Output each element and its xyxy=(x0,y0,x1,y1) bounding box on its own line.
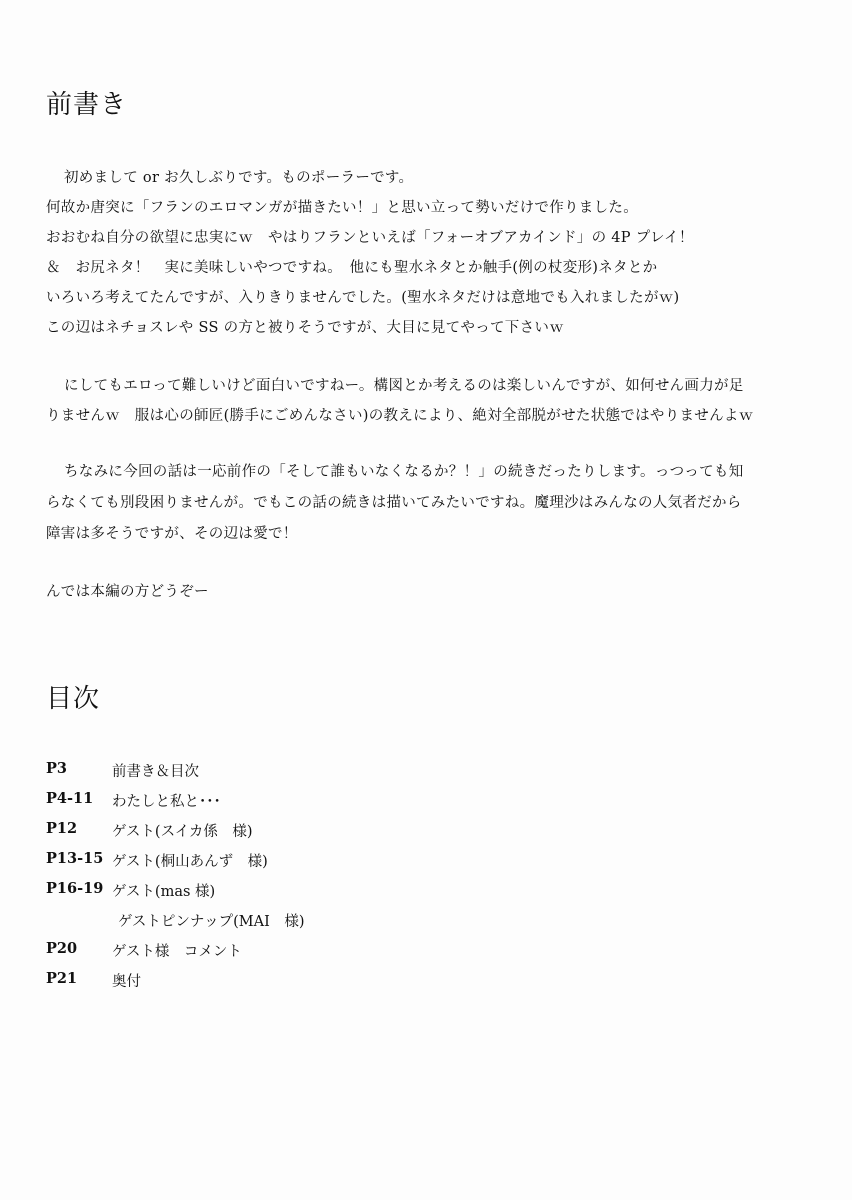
toc-page-number: P12 xyxy=(46,820,78,837)
preface-line: にしてもエロって難しいけど面白いですねー。構図とか考えるのは楽しいんですが、如何せん画力が足 xyxy=(64,378,744,394)
toc-title: ゲストピンナップ(MAI 様) xyxy=(118,914,305,930)
toc-title: ゲスト(mas 様) xyxy=(112,884,216,900)
preface-line: りませんｗ 服は心の師匠(勝手にごめんなさい)の教えにより、絶対全部脱がせた状態ではやりませんよｗ xyxy=(46,408,754,424)
preface-line: らなくても別段困りませんが。でもこの話の続きは描いてみたいですね。魔理沙はみんなの人気者だから xyxy=(46,495,742,511)
preface-line: この辺はネチョスレや SS の方と被りそうですが、大目に見てやって下さいｗ xyxy=(46,320,564,336)
toc-page-number: P13-15 xyxy=(46,850,104,867)
toc-title: ゲスト(桐山あんず 様) xyxy=(112,854,268,870)
preface-line: 何故か唐突に「フランのエロマンガが描きたい！」と思い立って勢いだけで作りました。 xyxy=(46,200,638,216)
toc-page-number: P3 xyxy=(46,760,67,777)
toc-page-number: P16-19 xyxy=(46,880,104,897)
preface-line: 初めまして or お久しぶりです。ものポーラーです。 xyxy=(64,170,414,186)
preface-heading: 前書き xyxy=(46,90,128,120)
toc-title: ゲスト様 コメント xyxy=(112,944,242,960)
preface-line: ちなみに今回の話は一応前作の「そして誰もいなくなるか？！」の続きだったりします。っつっても知 xyxy=(64,464,744,480)
preface-line: おおむね自分の欲望に忠実にｗ やはりフランといえば「フォーオブアカインド」の 4P プレイ！ xyxy=(46,230,694,246)
toc-title: わたしと私と･･･ xyxy=(112,794,221,810)
toc-title: 前書き＆目次 xyxy=(112,764,199,780)
preface-line: いろいろ考えてたんですが、入りきりませんでした。(聖水ネタだけは意地でも入れましたがｗ) xyxy=(46,290,680,306)
preface-line: んでは本編の方どうぞー xyxy=(46,584,209,600)
preface-line: ＆ お尻ネタ！ 実に美味しいやつですね。 他にも聖水ネタとか触手(例の杖変形)ネタとか xyxy=(46,260,658,276)
toc-title: 奥付 xyxy=(112,974,141,990)
toc-title: ゲスト(スイカ係 様) xyxy=(112,824,253,840)
preface-line: 障害は多そうですが、その辺は愛で！ xyxy=(46,526,298,542)
toc-page-number: P4-11 xyxy=(46,790,94,807)
toc-page-number: P20 xyxy=(46,940,78,957)
toc-page-number: P21 xyxy=(46,970,78,987)
toc-heading: 目次 xyxy=(46,684,101,714)
